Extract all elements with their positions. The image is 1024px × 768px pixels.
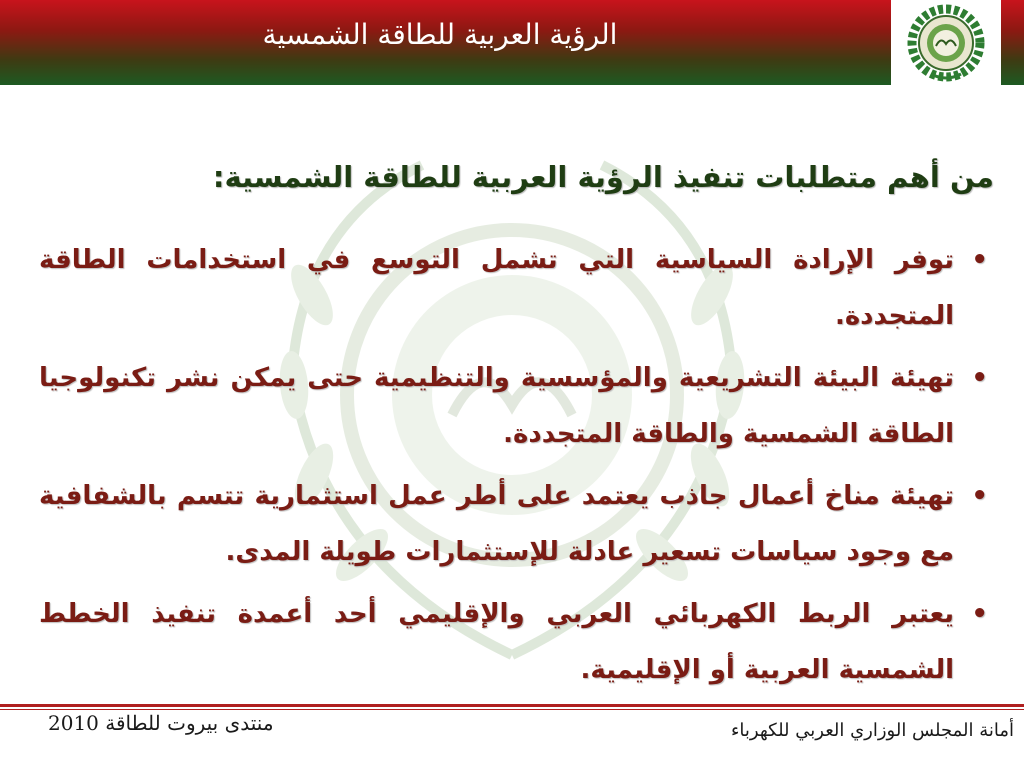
logo-box (891, 0, 1001, 85)
slide-title: الرؤية العربية للطاقة الشمسية (262, 18, 618, 51)
bullet-list (39, 232, 994, 704)
bullet-text: تهيئة مناخ أعمال جاذب يعتمد على أطر عمل استثمارية تتسم بالشفافية مع وجود سياسات تسعير عادلة للإستثمارات طويلة المدى. (39, 481, 954, 567)
footer-divider (0, 704, 1024, 707)
arab-league-emblem-icon (896, 2, 996, 84)
footer-divider-thin (0, 709, 1024, 710)
bullet-item (39, 350, 994, 462)
footer-organization-text: أمانة المجلس الوزاري العربي للكهرباء (730, 720, 1014, 741)
bullet-icon: • (971, 245, 988, 275)
bullet-item (39, 232, 994, 344)
bullet-text: تهيئة البيئة التشريعية والمؤسسية والتنظيمية حتى يمكن نشر تكنولوجيا الطاقة الشمسية والطاقة المتجددة. (39, 363, 954, 449)
bullet-icon: • (971, 481, 988, 511)
header-band (0, 0, 1024, 85)
bullet-text: توفر الإرادة السياسية التي تشمل التوسع في استخدامات الطاقة المتجددة. (39, 245, 954, 331)
content-heading: من أهم متطلبات تنفيذ الرؤية العربية للطاقة الشمسية: (212, 160, 994, 194)
bullet-icon: • (971, 363, 988, 393)
bullet-item (39, 586, 994, 698)
bullet-item (39, 468, 994, 580)
bullet-text: يعتبر الربط الكهربائي العربي والإقليمي أحد أعمدة تنفيذ الخطط الشمسية العربية أو الإقليمية. (39, 599, 954, 685)
bullet-icon: • (971, 599, 988, 629)
footer-event-text: منتدى بيروت للطاقة 2010 (48, 711, 274, 735)
